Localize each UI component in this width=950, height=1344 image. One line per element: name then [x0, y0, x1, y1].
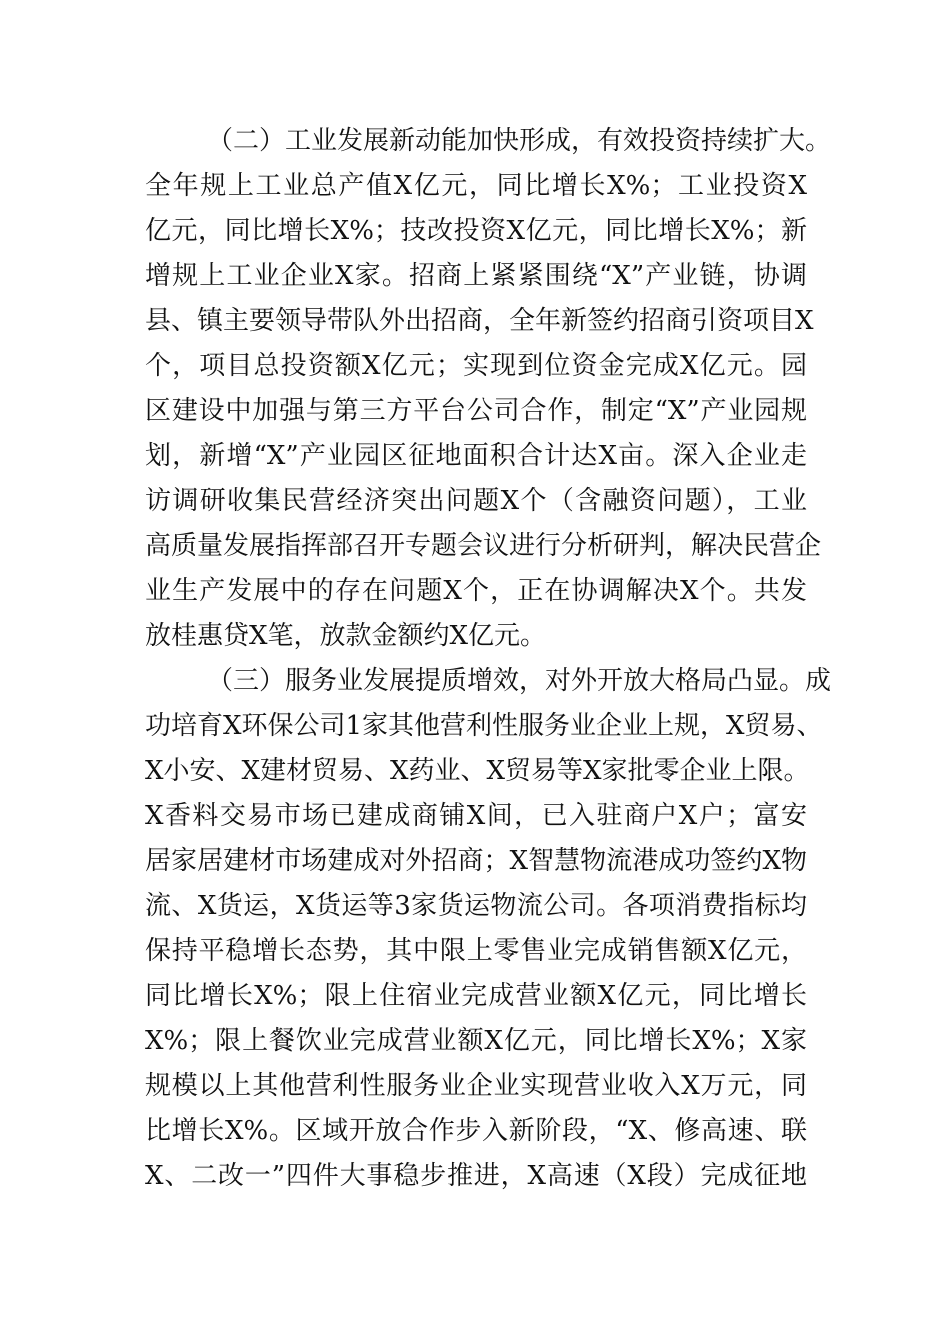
- text-line: 居家居建材市场建成对外招商；X智慧物流港成功签约X物: [145, 846, 807, 876]
- text-line: 规模以上其他营利性服务业企业实现营业收入X万元，同: [145, 1071, 807, 1101]
- text-line: 亿元，同比增长X%；技改投资X亿元，同比增长X%；新: [145, 216, 807, 246]
- text-line: （二）工业发展新动能加快形成，有效投资持续扩大。: [207, 126, 832, 156]
- text-line: 同比增长X%；限上住宿业完成营业额X亿元，同比增长: [145, 981, 807, 1011]
- text-line: 保持平稳增长态势，其中限上零售业完成销售额X亿元，: [145, 936, 807, 966]
- document-body: [145, 119, 832, 1199]
- text-line: 业生产发展中的存在问题X个，正在协调解决X个。共发: [145, 576, 807, 606]
- text-line: X香料交易市场已建成商铺X间，已入驻商户X户；富安: [145, 801, 807, 831]
- paragraph-industry: [145, 119, 832, 659]
- text-line: 放桂惠贷X笔，放款金额约X亿元。: [145, 621, 547, 651]
- text-line: 全年规上工业总产值X亿元，同比增长X%；工业投资X: [145, 171, 807, 201]
- text-line: 增规上工业企业X家。招商上紧紧围绕“X”产业链，协调: [145, 261, 807, 291]
- text-line: 比增长X%。区域开放合作步入新阶段，“X、修高速、联: [145, 1116, 807, 1146]
- text-line: X小安、X建材贸易、X药业、X贸易等X家批零企业上限。: [145, 756, 810, 786]
- text-line: X、二改一”四件大事稳步推进，X高速（X段）完成征地: [145, 1161, 807, 1191]
- text-line: 流、X货运，X货运等3家货运物流公司。各项消费指标均: [145, 891, 807, 921]
- text-line: 划，新增“X”产业园区征地面积合计达X亩。深入企业走: [145, 441, 807, 471]
- text-line: 访调研收集民营经济突出问题X个（含融资问题），工业: [145, 486, 807, 516]
- text-line: （三）服务业发展提质增效，对外开放大格局凸显。成: [207, 666, 832, 696]
- text-line: 县、镇主要领导带队外出招商，全年新签约招商引资项目X: [145, 306, 814, 336]
- text-line: 区建设中加强与第三方平台公司合作，制定“X”产业园规: [145, 396, 807, 426]
- text-line: X%；限上餐饮业完成营业额X亿元，同比增长X%；X家: [145, 1026, 807, 1056]
- text-line: 功培育X环保公司1家其他营利性服务业企业上规，X贸易、: [145, 711, 823, 741]
- text-line: 个，项目总投资额X亿元；实现到位资金完成X亿元。园: [145, 351, 807, 381]
- text-line: 高质量发展指挥部召开专题会议进行分析研判，解决民营企: [145, 531, 822, 561]
- paragraph-services: [145, 659, 832, 1199]
